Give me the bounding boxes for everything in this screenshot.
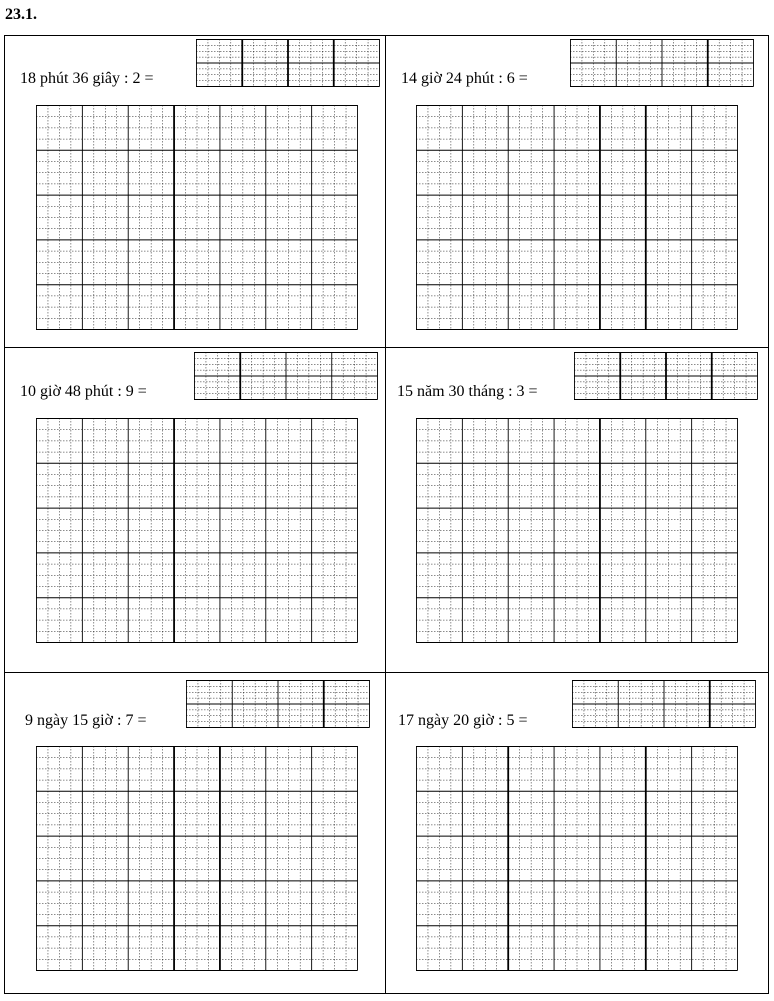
- answer-grid[interactable]: [574, 352, 758, 400]
- working-grid[interactable]: [416, 746, 738, 971]
- division-expression: 17 ngày 20 giờ : 5 =: [398, 712, 528, 729]
- division-expression: 14 giờ 24 phút : 6 =: [401, 70, 528, 87]
- working-grid[interactable]: [36, 418, 358, 643]
- division-expression: 18 phút 36 giây : 2 =: [20, 70, 154, 87]
- exercise-title: 23.1.: [5, 6, 37, 23]
- answer-grid[interactable]: [570, 39, 754, 87]
- working-grid[interactable]: [416, 105, 738, 330]
- answer-grid[interactable]: [194, 352, 378, 400]
- row-divider-1: [4, 347, 769, 348]
- division-expression: 10 giờ 48 phút : 9 =: [20, 383, 147, 400]
- column-divider: [385, 35, 386, 994]
- division-expression: 15 năm 30 tháng : 3 =: [397, 383, 538, 400]
- division-expression: 9 ngày 15 giờ : 7 =: [25, 712, 147, 729]
- working-grid[interactable]: [36, 105, 358, 330]
- working-grid[interactable]: [416, 418, 738, 643]
- answer-grid[interactable]: [572, 680, 756, 728]
- working-grid[interactable]: [36, 746, 358, 971]
- answer-grid[interactable]: [186, 680, 370, 728]
- answer-grid[interactable]: [196, 39, 380, 87]
- row-divider-2: [4, 672, 769, 673]
